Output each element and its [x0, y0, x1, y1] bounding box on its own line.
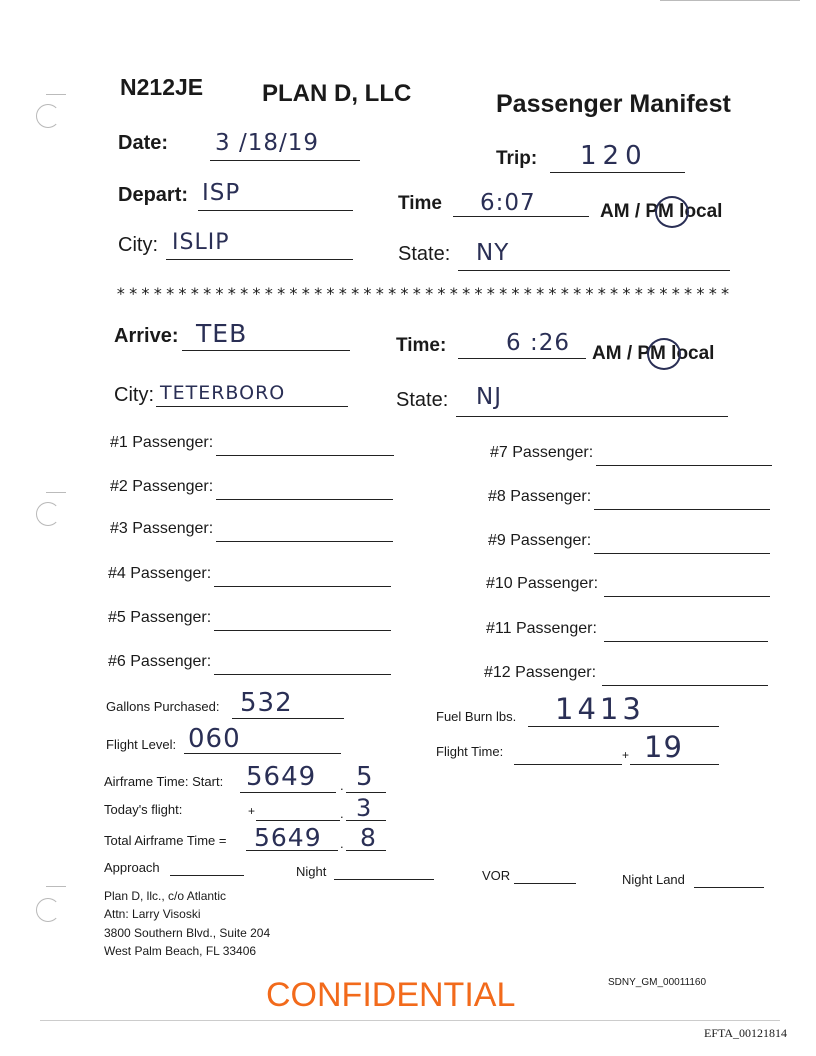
today-flight-decimal-line [346, 820, 386, 821]
passenger-line-6[interactable] [214, 674, 391, 675]
passenger-label-5: #5 Passenger: [108, 609, 212, 626]
passenger-label-4: #4 Passenger: [108, 565, 212, 582]
gallons-label: Gallons Purchased: [106, 699, 220, 714]
total-airframe-line [246, 850, 338, 851]
binder-hole-middle [36, 502, 60, 526]
confidential-stamp: CONFIDENTIAL [266, 976, 516, 1014]
date-value: 3 /18/19 [215, 130, 319, 156]
address-line-3: 3800 Southern Blvd., Suite 204 [104, 926, 271, 940]
today-flight-label: Today's flight: [104, 802, 183, 817]
efta-code: EFTA_00121814 [704, 1026, 788, 1040]
binder-hole-bottom [36, 898, 60, 922]
passenger-label-10: #10 Passenger: [486, 575, 599, 592]
passenger-label-9: #9 Passenger: [488, 532, 592, 549]
passenger-line-3[interactable] [216, 541, 393, 542]
today-flight-dot: . [340, 806, 344, 821]
airframe-start-dot: . [340, 778, 344, 793]
vor-line[interactable] [514, 883, 576, 884]
flight-time-value: 19 [644, 730, 683, 764]
address-line-2: Attn: Larry Visoski [104, 907, 201, 921]
depart-line [198, 210, 353, 211]
arrive-value: TEB [196, 319, 248, 348]
passenger-label-6: #6 Passenger: [108, 653, 212, 670]
company-name: PLAN D, LLC [262, 80, 412, 107]
depart-city-line [166, 259, 353, 260]
flight-level-line [184, 753, 341, 754]
total-airframe-value: 5649 [254, 823, 322, 852]
depart-value: ISP [202, 180, 241, 206]
binder-mark-bottom [46, 886, 66, 887]
flight-time-line-2 [630, 764, 719, 765]
passenger-label-12: #12 Passenger: [484, 664, 597, 681]
depart-state-value: NY [476, 240, 510, 266]
depart-ampm-local: AM / PM local [600, 201, 723, 222]
depart-time-line [453, 216, 589, 217]
arrive-state-value: NJ [476, 384, 502, 410]
fuel-burn-value: 1413 [555, 692, 645, 726]
passenger-label-3: #3 Passenger: [110, 520, 214, 537]
approach-line[interactable] [170, 875, 244, 876]
tail-number: N212JE [120, 74, 204, 100]
trip-label: Trip: [496, 148, 538, 169]
flight-time-line-1 [514, 764, 622, 765]
binder-mark-top [46, 94, 66, 95]
date-label: Date: [118, 132, 169, 154]
vor-label: VOR [482, 868, 511, 883]
total-airframe-dot: . [340, 836, 344, 851]
today-flight-decimal: 3 [356, 794, 373, 822]
gallons-value: 532 [240, 688, 293, 718]
arrive-time-label: Time: [396, 335, 447, 356]
arrive-city-label: City: [114, 384, 154, 406]
passenger-label-1: #1 Passenger: [110, 434, 214, 451]
passenger-line-4[interactable] [214, 586, 391, 587]
top-edge-mark [660, 0, 800, 1]
arrive-line [182, 350, 350, 351]
airframe-start-label: Airframe Time: Start: [104, 774, 224, 789]
arrive-pm-circle [647, 338, 681, 370]
airframe-start-line [240, 792, 336, 793]
binder-mark-middle [46, 492, 66, 493]
trip-value: 120 [580, 141, 648, 171]
passenger-line-5[interactable] [214, 630, 391, 631]
arrive-state-line [456, 416, 728, 417]
night-land-line[interactable] [694, 887, 764, 888]
approach-label: Approach [104, 860, 160, 875]
arrive-ampm-local: AM / PM local [592, 343, 715, 364]
depart-city-label: City: [118, 234, 158, 256]
sdny-code: SDNY_GM_00011160 [608, 977, 707, 988]
airframe-start-decimal: 5 [356, 762, 374, 792]
passenger-line-2[interactable] [216, 499, 393, 500]
passenger-label-7: #7 Passenger: [490, 444, 594, 461]
fuel-burn-line [528, 726, 719, 727]
passenger-line-12[interactable] [602, 685, 768, 686]
depart-city-value: ISLIP [172, 230, 230, 255]
date-line [210, 160, 360, 161]
night-label: Night [296, 864, 327, 879]
gallons-line [232, 718, 344, 719]
arrive-state-label: State: [396, 389, 449, 411]
fuel-burn-label: Fuel Burn lbs. [436, 709, 517, 724]
depart-state-label: State: [398, 243, 451, 265]
passenger-label-2: #2 Passenger: [110, 478, 214, 495]
footer-rule [40, 1020, 780, 1021]
passenger-line-8[interactable] [594, 509, 770, 510]
passenger-label-11: #11 Passenger: [486, 620, 597, 637]
passenger-line-9[interactable] [594, 553, 770, 554]
passenger-line-1[interactable] [216, 455, 394, 456]
total-airframe-label: Total Airframe Time = [104, 833, 227, 848]
depart-time-label: Time [398, 193, 443, 214]
flight-level-value: 060 [188, 724, 241, 754]
airframe-start-value: 5649 [246, 762, 317, 792]
page-title: Passenger Manifest [496, 90, 731, 118]
passenger-label-8: #8 Passenger: [488, 488, 592, 505]
arrive-city-line [156, 406, 348, 407]
depart-state-line [458, 270, 730, 271]
separator: ************************************************** [116, 284, 733, 303]
address-line-1: Plan D, llc., c/o Atlantic [104, 889, 227, 903]
depart-pm-circle [655, 196, 689, 228]
passenger-line-11[interactable] [604, 641, 768, 642]
passenger-line-10[interactable] [604, 596, 770, 597]
flight-time-plus: + [622, 748, 630, 762]
address-line-4: West Palm Beach, FL 33406 [104, 944, 257, 958]
arrive-city-value: TETERBORO [160, 382, 286, 404]
flight-time-label: Flight Time: [436, 744, 504, 759]
arrive-label: Arrive: [114, 325, 179, 347]
today-flight-line [256, 820, 340, 821]
night-line[interactable] [334, 879, 434, 880]
flight-level-label: Flight Level: [106, 737, 177, 752]
passenger-line-7[interactable] [596, 465, 772, 466]
today-flight-plus: + [248, 804, 256, 818]
night-land-label: Night Land [622, 872, 685, 887]
airframe-start-decimal-line [346, 792, 386, 793]
trip-line [550, 172, 685, 173]
total-airframe-decimal-line [346, 850, 386, 851]
depart-time-value: 6:07 [480, 190, 536, 216]
binder-hole-top [36, 104, 60, 128]
depart-label: Depart: [118, 184, 189, 206]
arrive-time-line [458, 358, 586, 359]
total-airframe-decimal: 8 [360, 823, 377, 852]
arrive-time-value: 6 :26 [506, 330, 570, 356]
